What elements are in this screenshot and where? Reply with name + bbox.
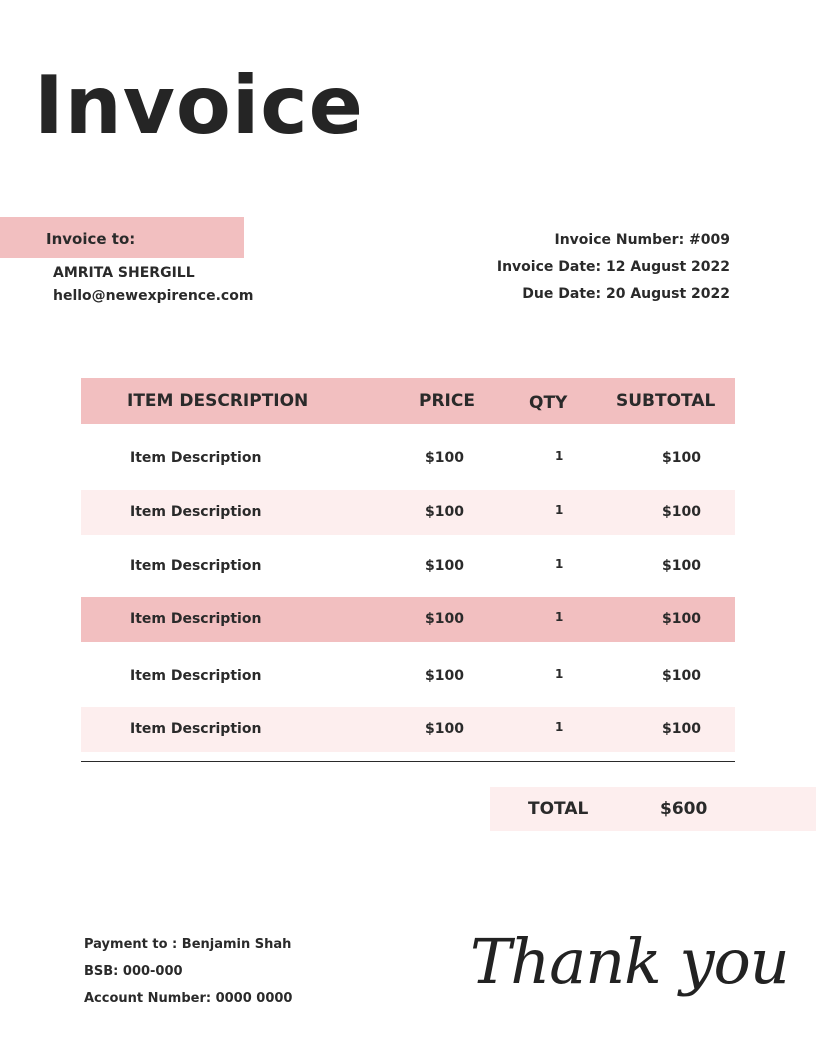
total-label: TOTAL xyxy=(528,799,589,819)
row-price: $100 xyxy=(425,611,464,627)
row-price: $100 xyxy=(425,721,464,737)
table-row xyxy=(81,654,735,699)
invoice-number: Invoice Number: #009 xyxy=(554,232,730,248)
row-qty: 1 xyxy=(555,503,564,517)
table-row xyxy=(81,707,735,752)
row-price: $100 xyxy=(425,504,464,520)
client-name: AMRITA SHERGILL xyxy=(53,265,195,281)
due-date: Due Date: 20 August 2022 xyxy=(522,286,730,302)
row-qty: 1 xyxy=(555,720,564,734)
payment-bsb: BSB: 000-000 xyxy=(84,964,183,979)
row-subtotal: $100 xyxy=(662,721,701,737)
payment-account: Account Number: 0000 0000 xyxy=(84,991,293,1006)
payment-to: Payment to : Benjamin Shah xyxy=(84,937,292,952)
row-subtotal: $100 xyxy=(662,504,701,520)
row-price: $100 xyxy=(425,668,464,684)
row-subtotal: $100 xyxy=(662,611,701,627)
row-description: Item Description xyxy=(130,558,262,574)
table-header xyxy=(81,378,735,424)
header-price: PRICE xyxy=(419,391,475,411)
row-description: Item Description xyxy=(130,668,262,684)
row-qty: 1 xyxy=(555,610,564,624)
thank-you-signature: Thank you xyxy=(470,925,789,998)
invoice-title: Invoice xyxy=(34,59,364,152)
client-email: hello@newexpirence.com xyxy=(53,288,254,304)
table-divider xyxy=(81,761,735,762)
invoice-date: Invoice Date: 12 August 2022 xyxy=(496,259,730,275)
table-row xyxy=(81,490,735,535)
row-description: Item Description xyxy=(130,721,262,737)
row-price: $100 xyxy=(425,450,464,466)
row-description: Item Description xyxy=(130,611,262,627)
header-description: ITEM DESCRIPTION xyxy=(127,391,309,411)
row-subtotal: $100 xyxy=(662,668,701,684)
row-description: Item Description xyxy=(130,504,262,520)
row-subtotal: $100 xyxy=(662,558,701,574)
row-qty: 1 xyxy=(555,667,564,681)
invoice-to-label: Invoice to: xyxy=(46,230,136,248)
total-value: $600 xyxy=(660,799,708,819)
header-qty: QTY xyxy=(529,393,568,413)
table-row xyxy=(81,436,735,481)
table-row xyxy=(81,544,735,589)
row-qty: 1 xyxy=(555,557,564,571)
header-subtotal: SUBTOTAL xyxy=(616,391,716,411)
items-table xyxy=(81,378,735,737)
row-qty: 1 xyxy=(555,449,564,463)
row-price: $100 xyxy=(425,558,464,574)
table-row xyxy=(81,597,735,642)
row-subtotal: $100 xyxy=(662,450,701,466)
row-description: Item Description xyxy=(130,450,262,466)
